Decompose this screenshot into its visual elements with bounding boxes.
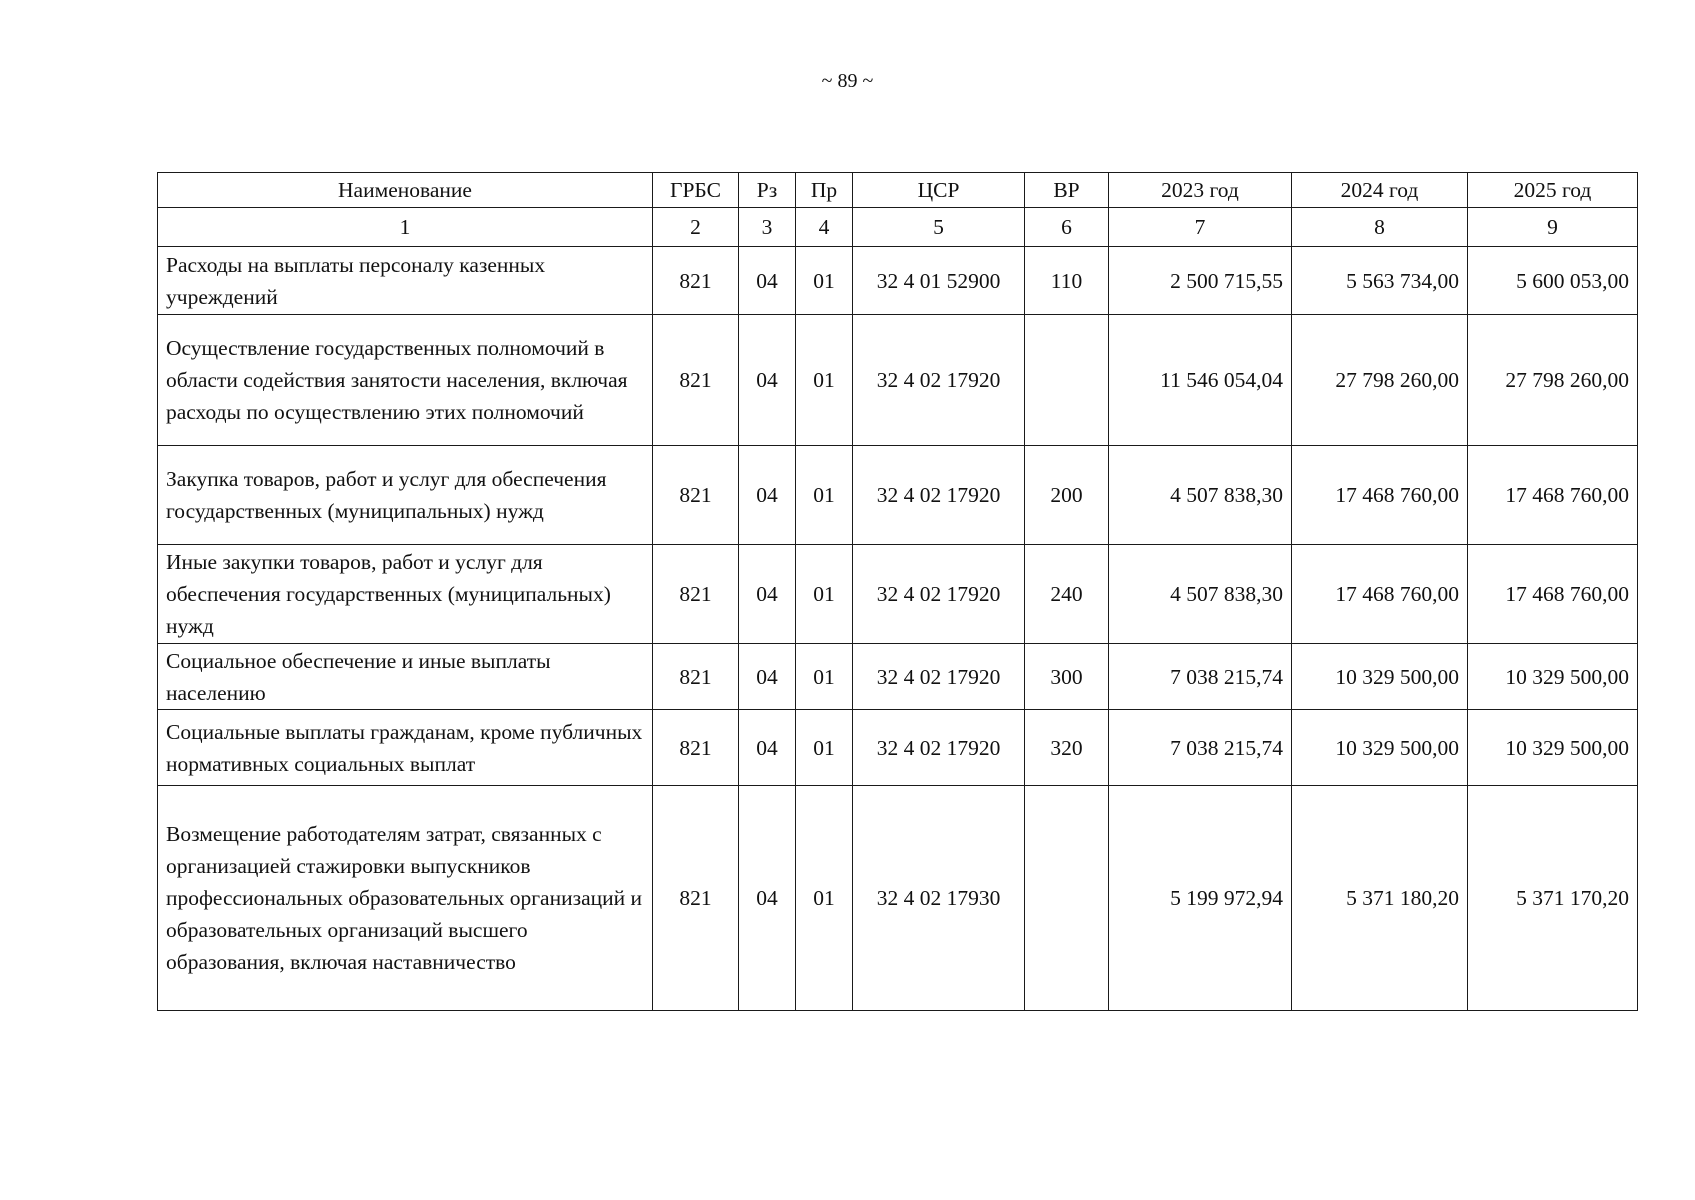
row-vr [1025, 786, 1109, 1011]
row-rz: 04 [739, 786, 796, 1011]
row-rz: 04 [739, 446, 796, 545]
column-number: 4 [796, 208, 853, 247]
row-vr: 200 [1025, 446, 1109, 545]
table-row [158, 545, 1638, 644]
table-row [158, 786, 1638, 1011]
column-number: 6 [1025, 208, 1109, 247]
row-amount-2023: 7 038 215,74 [1109, 644, 1292, 710]
header-row [158, 173, 1638, 208]
row-csr: 32 4 01 52900 [853, 247, 1025, 315]
row-name: Расходы на выплаты персоналу казенных учреждений [158, 247, 653, 315]
row-name: Социальное обеспечение и иные выплаты населению [158, 644, 653, 710]
row-amount-2025: 27 798 260,00 [1468, 315, 1638, 446]
row-vr: 300 [1025, 644, 1109, 710]
row-rz: 04 [739, 247, 796, 315]
row-rz: 04 [739, 710, 796, 786]
column-number: 9 [1468, 208, 1638, 247]
table-row [158, 315, 1638, 446]
row-pr: 01 [796, 545, 853, 644]
row-amount-2025: 5 600 053,00 [1468, 247, 1638, 315]
row-csr: 32 4 02 17920 [853, 710, 1025, 786]
row-amount-2024: 27 798 260,00 [1292, 315, 1468, 446]
row-amount-2023: 5 199 972,94 [1109, 786, 1292, 1011]
row-amount-2023: 2 500 715,55 [1109, 247, 1292, 315]
header-2025: 2025 год [1468, 173, 1638, 208]
header-2023: 2023 год [1109, 173, 1292, 208]
row-vr: 320 [1025, 710, 1109, 786]
header-csr: ЦСР [853, 173, 1025, 208]
header-pr: Пр [796, 173, 853, 208]
row-pr: 01 [796, 786, 853, 1011]
header-2024: 2024 год [1292, 173, 1468, 208]
row-rz: 04 [739, 545, 796, 644]
row-amount-2024: 10 329 500,00 [1292, 644, 1468, 710]
column-number: 5 [853, 208, 1025, 247]
row-amount-2025: 10 329 500,00 [1468, 710, 1638, 786]
row-csr: 32 4 02 17920 [853, 644, 1025, 710]
row-csr: 32 4 02 17920 [853, 315, 1025, 446]
row-rz: 04 [739, 644, 796, 710]
column-number-row [158, 208, 1638, 247]
row-vr [1025, 315, 1109, 446]
row-grbs: 821 [653, 644, 739, 710]
row-amount-2023: 11 546 054,04 [1109, 315, 1292, 446]
row-amount-2024: 5 371 180,20 [1292, 786, 1468, 1011]
row-amount-2023: 4 507 838,30 [1109, 446, 1292, 545]
row-pr: 01 [796, 315, 853, 446]
row-amount-2024: 17 468 760,00 [1292, 545, 1468, 644]
header-vr: ВР [1025, 173, 1109, 208]
row-grbs: 821 [653, 315, 739, 446]
row-grbs: 821 [653, 545, 739, 644]
row-grbs: 821 [653, 786, 739, 1011]
row-name: Социальные выплаты гражданам, кроме публичных нормативных социальных выплат [158, 710, 653, 786]
column-number: 7 [1109, 208, 1292, 247]
row-rz: 04 [739, 315, 796, 446]
table-row [158, 644, 1638, 710]
column-number: 3 [739, 208, 796, 247]
row-grbs: 821 [653, 710, 739, 786]
row-grbs: 821 [653, 247, 739, 315]
row-pr: 01 [796, 644, 853, 710]
row-amount-2023: 7 038 215,74 [1109, 710, 1292, 786]
row-amount-2024: 10 329 500,00 [1292, 710, 1468, 786]
row-amount-2025: 17 468 760,00 [1468, 446, 1638, 545]
column-number: 2 [653, 208, 739, 247]
column-number: 8 [1292, 208, 1468, 247]
row-amount-2025: 17 468 760,00 [1468, 545, 1638, 644]
row-name: Осуществление государственных полномочий в области содействия занятости населения, включая расходы по осуществлению этих полномочий [158, 315, 653, 446]
row-pr: 01 [796, 446, 853, 545]
row-csr: 32 4 02 17920 [853, 446, 1025, 545]
header-grbs: ГРБС [653, 173, 739, 208]
row-name: Иные закупки товаров, работ и услуг для обеспечения государственных (муниципальных) нужд [158, 545, 653, 644]
header-name: Наименование [158, 173, 653, 208]
row-vr: 240 [1025, 545, 1109, 644]
header-rz: Рз [739, 173, 796, 208]
row-name: Закупка товаров, работ и услуг для обеспечения государственных (муниципальных) нужд [158, 446, 653, 545]
column-number: 1 [158, 208, 653, 247]
row-amount-2024: 17 468 760,00 [1292, 446, 1468, 545]
row-csr: 32 4 02 17930 [853, 786, 1025, 1011]
row-name: Возмещение работодателям затрат, связанных с организацией стажировки выпускников профессиональных образовательных организаций и образовательных организаций высшего образования, включая наставничество [158, 786, 653, 1011]
row-amount-2024: 5 563 734,00 [1292, 247, 1468, 315]
row-amount-2023: 4 507 838,30 [1109, 545, 1292, 644]
row-csr: 32 4 02 17920 [853, 545, 1025, 644]
table-row [158, 446, 1638, 545]
row-amount-2025: 5 371 170,20 [1468, 786, 1638, 1011]
row-amount-2025: 10 329 500,00 [1468, 644, 1638, 710]
table-row [158, 247, 1638, 315]
row-vr: 110 [1025, 247, 1109, 315]
row-pr: 01 [796, 247, 853, 315]
row-pr: 01 [796, 710, 853, 786]
table-row [158, 710, 1638, 786]
budget-table [157, 172, 1638, 1011]
page-number: ~ 89 ~ [821, 70, 874, 92]
row-grbs: 821 [653, 446, 739, 545]
